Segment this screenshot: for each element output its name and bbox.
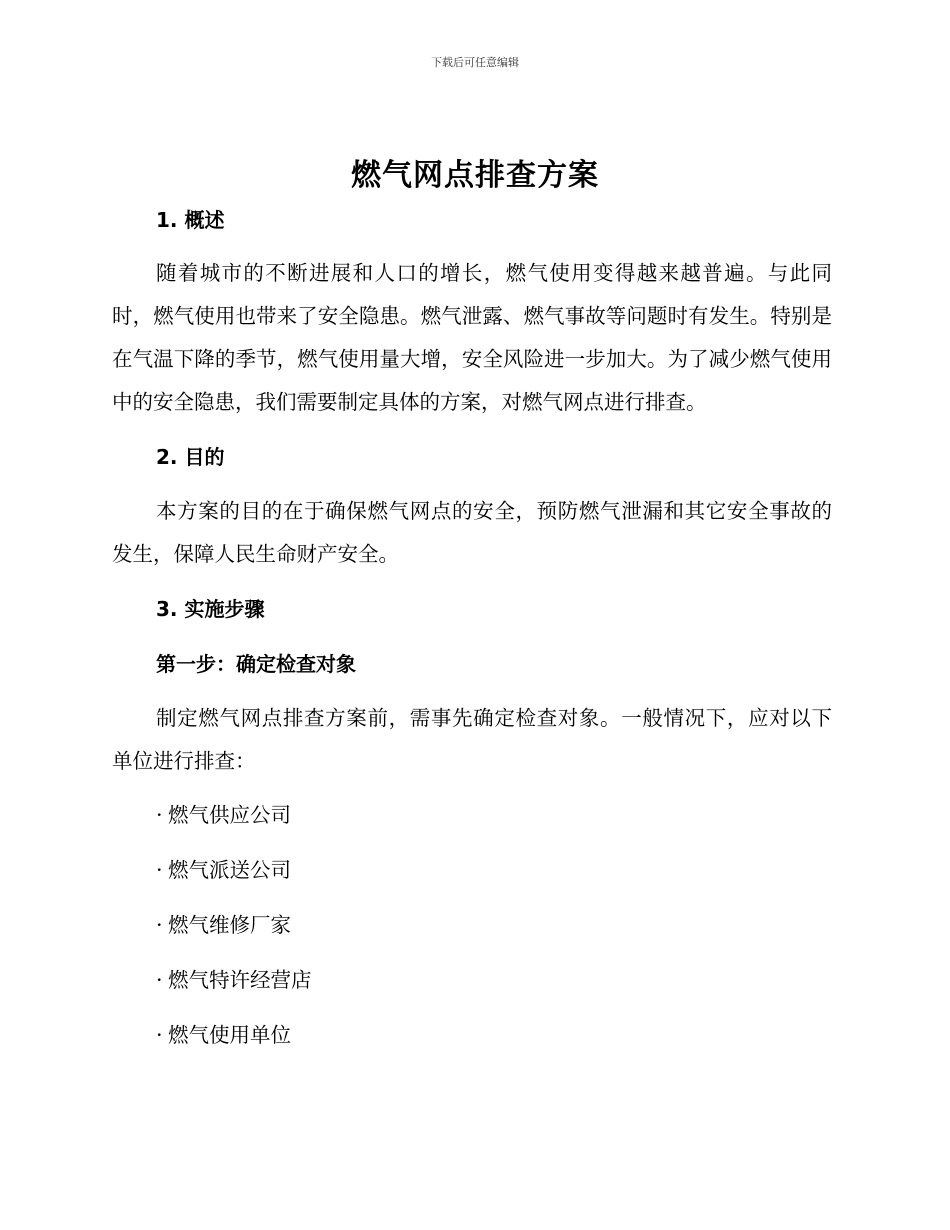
list-item-text: 燃气供应公司 bbox=[168, 803, 291, 827]
bullet-dot: · bbox=[156, 1023, 163, 1047]
header-note: 下载后可任意编辑 bbox=[431, 56, 519, 69]
section-heading-overview: 1. 概述 bbox=[156, 208, 225, 232]
bullet-dot: · bbox=[156, 858, 163, 882]
section-heading-steps: 3. 实施步骤 bbox=[156, 597, 265, 621]
bullet-dot: · bbox=[156, 803, 163, 827]
list-item bbox=[156, 801, 291, 829]
document-title: 燃气网点排查方案 bbox=[351, 158, 599, 193]
bullet-dot: · bbox=[156, 913, 163, 937]
section-heading-purpose: 2. 目的 bbox=[156, 445, 225, 469]
list-item-text: 燃气派送公司 bbox=[168, 858, 291, 882]
list-item bbox=[156, 856, 291, 884]
list-item bbox=[156, 966, 312, 994]
list-item bbox=[156, 1021, 291, 1049]
list-item-text: 燃气使用单位 bbox=[168, 1023, 291, 1047]
purpose-paragraph: 本方案的目的在于确保燃气网点的安全，预防燃气泄漏和其它安全事故的发生，保障人民生命财产安全。 bbox=[112, 499, 832, 566]
list-item-text: 燃气特许经营店 bbox=[168, 968, 312, 992]
overview-paragraph: 随着城市的不断进展和人口的增长，燃气使用变得越来越普遍。与此同时，燃气使用也带来了安全隐患。燃气泄露、燃气事故等问题时有发生。特别是在气温下降的季节，燃气使用量大增，安全风险进一步加大。为了减少燃气使用中的安全隐患，我们需要制定具体的方案，对燃气网点进行排查。 bbox=[112, 261, 832, 414]
list-item-text: 燃气维修厂家 bbox=[168, 913, 291, 937]
list-item bbox=[156, 911, 291, 939]
bullet-dot: · bbox=[156, 968, 163, 992]
step1-heading: 第一步：确定检查对象 bbox=[156, 652, 356, 676]
step1-paragraph: 制定燃气网点排查方案前，需事先确定检查对象。一般情况下，应对以下单位进行排查： bbox=[112, 706, 832, 773]
